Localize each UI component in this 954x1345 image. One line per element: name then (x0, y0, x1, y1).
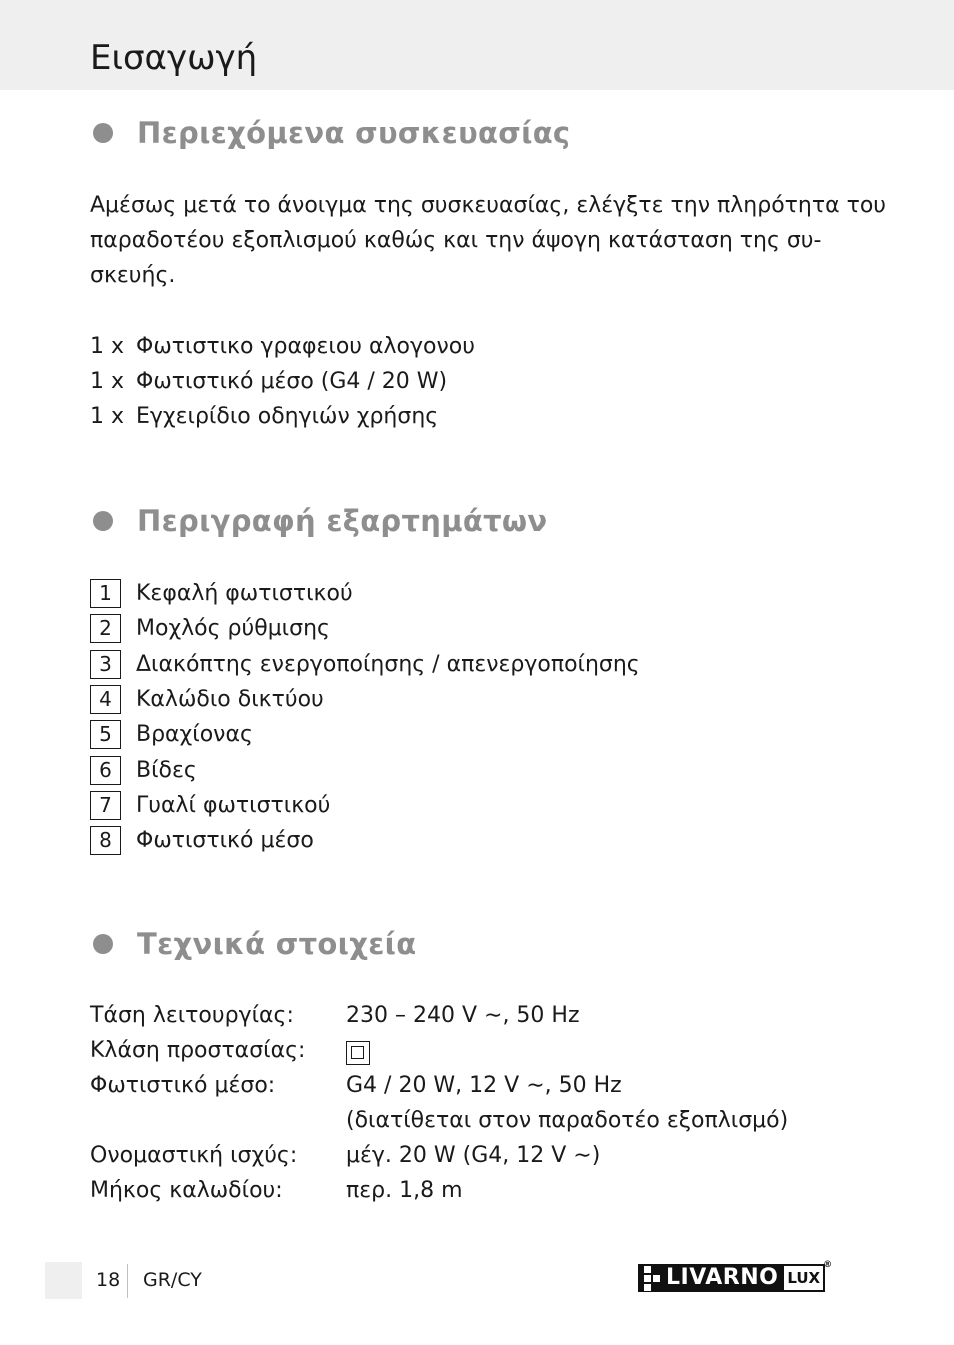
spec-note: (διατίθεται στον παραδοτέο εξοπλισμό) (346, 1108, 789, 1134)
part-label: Μοχλός ρύθμισης (136, 616, 330, 642)
spec-row-power (90, 1138, 788, 1173)
spec-row-bulb-note (90, 1103, 788, 1138)
part-number-box: 6 (90, 756, 121, 785)
bullet-icon (93, 123, 113, 143)
list-item (90, 364, 475, 399)
part-number-box: 2 (90, 614, 121, 643)
spec-label: Κλάση προστασίας: (90, 1038, 306, 1064)
list-item (90, 717, 640, 752)
part-label: Κεφαλή φωτιστικού (136, 581, 353, 607)
language-code: GR/CY (143, 1269, 202, 1291)
spec-row-protection-class (90, 1033, 788, 1068)
part-number-box: 5 (90, 720, 121, 749)
part-label: Καλώδιο δικτύου (136, 687, 324, 713)
spec-label: Τάση λειτουργίας: (90, 1003, 294, 1028)
specs-table (90, 998, 788, 1209)
paragraph-line: Αμέσως μετά το άνοιγμα της συσκευασίας, ελέγξτε την πληρότητα του (90, 193, 887, 218)
part-label: Βίδες (136, 757, 197, 783)
page-number: 18 (96, 1269, 121, 1291)
list-item (90, 823, 640, 858)
part-number-box: 8 (90, 826, 121, 855)
list-item (90, 399, 475, 434)
parts-list (90, 576, 640, 858)
part-number-box: 4 (90, 685, 121, 714)
item-quantity: 1 x (90, 404, 125, 429)
list-item (90, 576, 640, 611)
bullet-icon (93, 511, 113, 531)
part-label: Διακόπτης ενεργοποίησης / απενεργοποίησης (136, 651, 640, 677)
logo-sub (782, 1260, 833, 1292)
list-item (90, 647, 640, 682)
spec-label: Ονομαστική ισχύς: (90, 1143, 298, 1169)
intro-paragraph (90, 188, 887, 293)
spec-row-voltage (90, 998, 788, 1033)
brand-logo (638, 1260, 833, 1292)
section-heading-package (90, 113, 570, 153)
item-label: Φωτιστικό μέσο (G4 / 20 W) (136, 369, 448, 394)
package-contents-list (90, 329, 475, 434)
spec-row-cable (90, 1173, 788, 1208)
list-item (90, 329, 475, 364)
part-label: Γυαλί φωτιστικού (136, 792, 331, 818)
section-heading-text: Περιεχόμενα συσκευασίας (137, 116, 571, 150)
section-heading-text: Περιγραφή εξαρτημάτων (137, 504, 548, 538)
footer-divider (127, 1264, 128, 1298)
section-heading-text: Τεχνικά στοιχεία (137, 927, 417, 961)
list-item (90, 752, 640, 787)
list-item (90, 788, 640, 823)
section-heading-technical (90, 924, 417, 964)
item-label: Φωτιστικο γραφειου αλογονου (136, 334, 475, 359)
spec-value: 230 – 240 V ∼, 50 Hz (346, 1003, 580, 1028)
protection-class-ii-icon (346, 1041, 370, 1065)
logo-main (638, 1264, 782, 1292)
list-item (90, 682, 640, 717)
part-label: Φωτιστικό μέσο (136, 828, 314, 854)
spec-label-empty (90, 1103, 346, 1138)
spec-row-bulb (90, 1068, 788, 1103)
item-label: Εγχειρίδιο οδηγιών χρήσης (136, 404, 439, 429)
logo-brand-text: LIVARNO (666, 1265, 779, 1290)
spec-value: περ. 1,8 m (346, 1178, 463, 1204)
item-quantity: 1 x (90, 334, 125, 359)
logo-mark-icon (644, 1266, 660, 1291)
part-number-box: 3 (90, 650, 121, 679)
spec-value (346, 1033, 370, 1068)
part-number-box: 7 (90, 791, 121, 820)
bullet-icon (93, 934, 113, 954)
item-quantity: 1 x (90, 369, 125, 394)
spec-value: μέγ. 20 W (G4, 12 V ∼) (346, 1143, 601, 1169)
spec-value: G4 / 20 W, 12 V ∼, 50 Hz (346, 1073, 622, 1099)
spec-label: Μήκος καλωδίου: (90, 1178, 283, 1204)
registered-mark: ® (823, 1260, 833, 1270)
page-title: Εισαγωγή (90, 38, 258, 78)
footer-marker (45, 1262, 82, 1299)
part-number-box: 1 (90, 579, 121, 608)
part-label: Βραχίονας (136, 722, 253, 748)
paragraph-line: σκευής. (90, 263, 176, 288)
spec-label: Φωτιστικό μέσο: (90, 1073, 276, 1099)
paragraph-line: παραδοτέου εξοπλισμού καθώς και την άψογη κατάσταση της συ- (90, 228, 822, 253)
section-heading-parts (90, 501, 547, 541)
logo-sub-text: LUX (787, 1269, 821, 1287)
list-item (90, 611, 640, 646)
